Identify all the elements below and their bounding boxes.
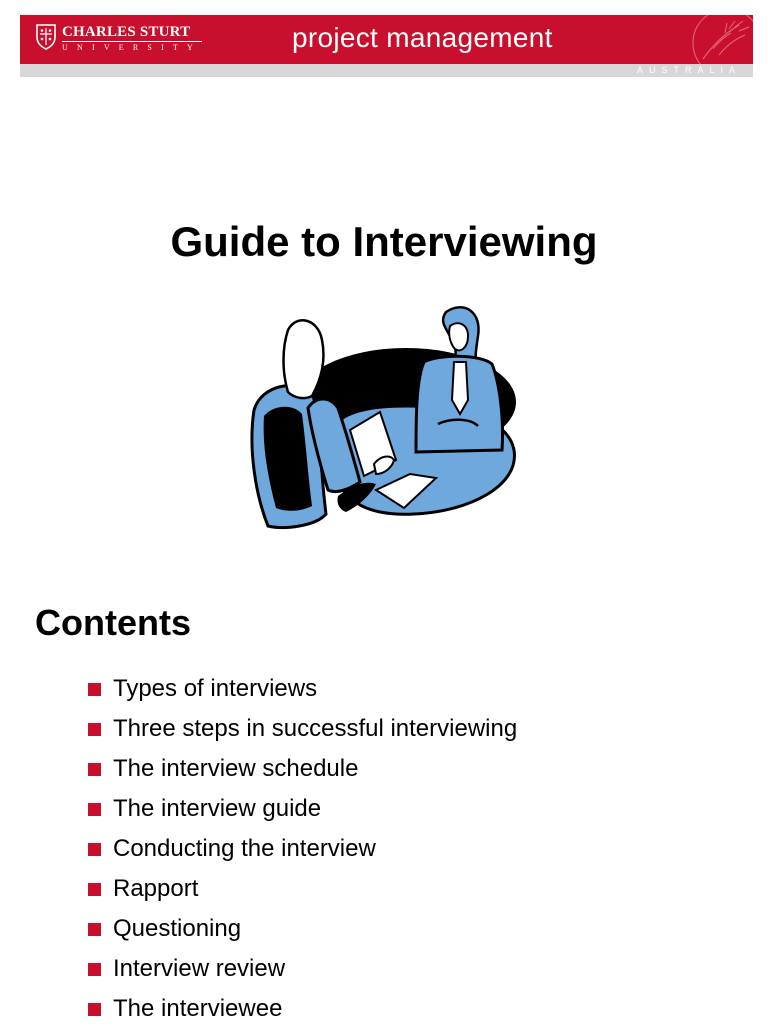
list-item-label: Interview review bbox=[113, 955, 286, 982]
waratah-watermark-icon bbox=[689, 15, 753, 64]
bullet-icon bbox=[88, 963, 101, 976]
university-subtitle: UNIVERSITY bbox=[62, 43, 202, 52]
list-item-label: The interview guide bbox=[113, 795, 322, 822]
university-logo[interactable] bbox=[36, 24, 202, 53]
bullet-icon bbox=[88, 763, 101, 776]
contents-list bbox=[88, 669, 517, 1029]
list-item-label: The interviewee bbox=[113, 995, 283, 1022]
list-item[interactable] bbox=[88, 829, 517, 869]
list-item-label: Conducting the interview bbox=[113, 835, 376, 862]
bullet-icon bbox=[88, 803, 101, 816]
bullet-icon bbox=[88, 883, 101, 896]
list-item[interactable] bbox=[88, 709, 517, 749]
country-label: AUSTRALIA bbox=[636, 65, 741, 75]
header-subbar bbox=[20, 64, 753, 77]
interview-clipart bbox=[246, 300, 522, 540]
list-item[interactable] bbox=[88, 909, 517, 949]
bullet-icon bbox=[88, 1003, 101, 1016]
list-item-label: Rapport bbox=[113, 875, 199, 902]
list-item-label: Types of interviews bbox=[113, 675, 318, 702]
university-crest-icon bbox=[36, 24, 56, 50]
contents-heading: Contents bbox=[35, 602, 191, 643]
list-item-label: Three steps in successful interviewing bbox=[113, 715, 518, 742]
list-item[interactable] bbox=[88, 669, 517, 709]
list-item[interactable] bbox=[88, 989, 517, 1029]
bullet-icon bbox=[88, 843, 101, 856]
university-name: CHARLES STURT bbox=[62, 24, 202, 42]
bullet-icon bbox=[88, 683, 101, 696]
list-item[interactable] bbox=[88, 749, 517, 789]
page-title: Guide to Interviewing bbox=[170, 218, 598, 265]
bullet-icon bbox=[88, 723, 101, 736]
bullet-icon bbox=[88, 923, 101, 936]
list-item[interactable] bbox=[88, 869, 517, 909]
list-item[interactable] bbox=[88, 789, 517, 829]
header-title: project management bbox=[292, 22, 553, 53]
list-item[interactable] bbox=[88, 949, 517, 989]
header-banner bbox=[20, 15, 753, 64]
list-item-label: The interview schedule bbox=[113, 755, 359, 782]
list-item-label: Questioning bbox=[113, 915, 242, 942]
